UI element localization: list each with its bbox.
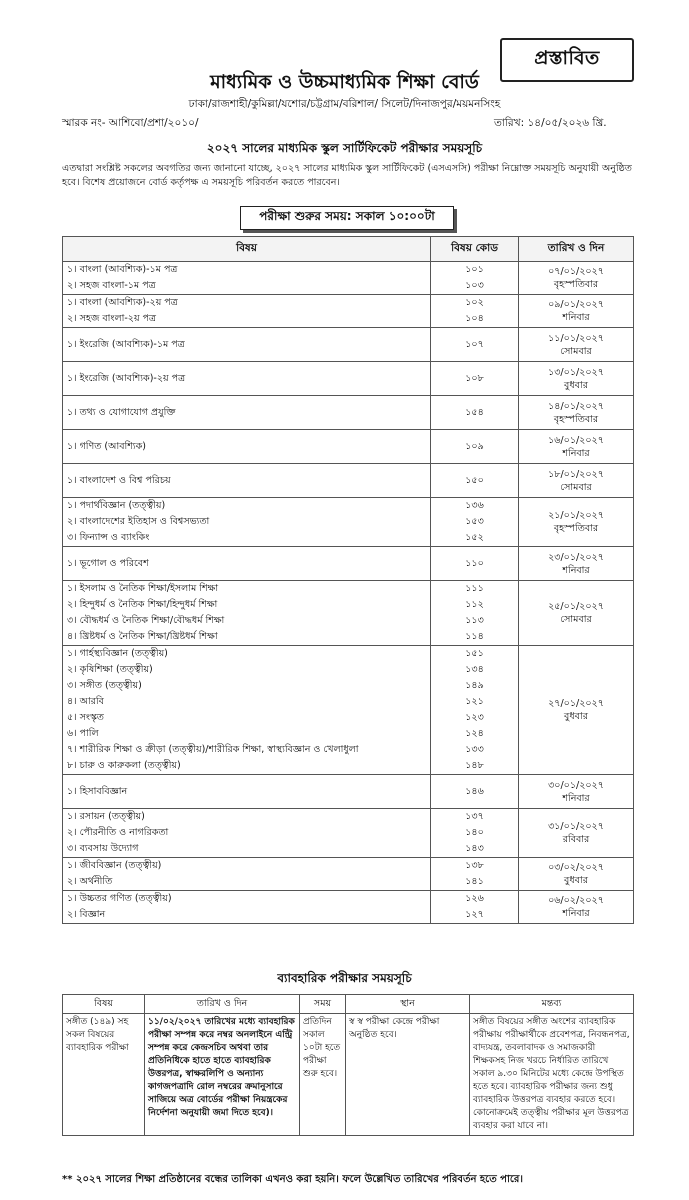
intro-paragraph: এতদ্বারা সংশ্লিষ্ট সকলের অবগতির জন্য জানানো যাচ্ছে, ২০২৭ সালের মাধ্যমিক স্কুল সার্টিফিকেট (এসএসসি) পরীক্ষা নিম্নোক্ত সময়সূচি অনুযায়ী অনুষ্ঠিত হবে। বিশেষ প্রয়োজনে বোর্ড কর্তৃপক্ষ এ সময়সূচি পরিবর্তন করতে পারবেন। (62, 163, 632, 188)
subject-code: ১১৩ (465, 615, 484, 626)
practical-schedule-table (62, 994, 634, 1136)
exam-date: ২১/০১/২০২৭ (548, 510, 604, 521)
subject-code: ১০৩ (465, 280, 484, 291)
subject-code: ১৩৩ (465, 744, 484, 755)
practical-place: স্ব স্ব পরীক্ষা কেন্দ্রে পরীক্ষা অনুষ্ঠিত হবে। (346, 1014, 470, 1136)
table-row (63, 362, 634, 396)
subject-name: ৪। আরবি (67, 696, 104, 707)
subject-cell (63, 362, 431, 396)
subject-name: ১। বাংলা (আবশ্যিক)-২য় পত্র (67, 297, 178, 308)
subject-name: ৪। খ্রিষ্টধর্ম ও নৈতিক শিক্ষা/খ্রিষ্টধর্ম শিক্ষা (67, 631, 218, 642)
table-row (63, 646, 634, 775)
header-code: বিষয় কোড (431, 237, 519, 262)
subject-code: ১৪৩ (465, 843, 484, 854)
subject-name: ৬। পালি (67, 728, 99, 739)
subject-name: ১। ভূগোল ও পরিবেশ (67, 557, 149, 569)
exam-date: ১৮/০১/২০২৭ (548, 468, 604, 480)
table-row (63, 498, 634, 547)
table-row (63, 396, 634, 430)
practical-subject: সঙ্গীত (১৪৯) সহ সকল বিষয়ের ব্যাবহারিক পরীক্ষা (63, 1014, 145, 1136)
exam-day: শনিবার (562, 792, 590, 804)
code-cell (431, 646, 519, 775)
subject-name: ৩। সঙ্গীত (তত্ত্বীয়) (67, 680, 142, 691)
subject-code: ১০২ (465, 297, 484, 308)
table-row (63, 858, 634, 891)
code-cell (431, 295, 519, 328)
exam-date: ১৪/০১/২০২৭ (548, 400, 604, 412)
subject-cell (63, 547, 431, 581)
practical-remarks: সঙ্গীত বিষয়ের সঙ্গীত অংশের ব্যাবহারিক পরীক্ষায় পরীক্ষার্থীকে প্রবেশপত্র, নিবন্ধনপত্র, বাদ্যযন্ত্র, তবলাবাদক ও সমাজকারী শিক্ষকসহ নিজ খরচে নির্ধারিত তারিখে সকাল ৯.৩০ মিনিটের মধ্যে কেন্দ্রে উপস্থিত হতে হবে। ব্যাবহারিক পরীক্ষার জন্য শুধু ব্যাবহারিক উত্তরপত্র ব্যবহার করতে হবে। কোনোক্রমেই তত্ত্বীয় পরীক্ষার মূল উত্তরপত্র ব্যবহার করা যাবে না। (470, 1014, 634, 1136)
exam-day: বুধবার (564, 711, 588, 722)
code-cell (431, 547, 519, 581)
subject-cell (63, 498, 431, 547)
exam-date: ২৩/০১/২০২৭ (548, 551, 604, 563)
subject-name: ১। জীববিজ্ঞান (তত্ত্বীয়) (67, 860, 162, 871)
subject-name: ৮। চারু ও কারুকলা (তত্ত্বীয়) (67, 760, 181, 771)
date-cell (519, 498, 634, 547)
subject-name: ১। বাংলাদেশ ও বিশ্ব পরিচয় (67, 474, 171, 486)
subject-name: ১। ইসলাম ও নৈতিক শিক্ষা/ইসলাম শিক্ষা (67, 583, 219, 594)
subject-cell (63, 858, 431, 891)
proposed-stamp: প্রস্তাবিত (500, 38, 634, 82)
subject-code: ১১১ (465, 583, 484, 594)
date-cell (519, 547, 634, 581)
practical-header-time: সময় (300, 995, 346, 1014)
subject-name: ৩। ফিন্যান্স ও ব্যাংকিং (67, 532, 150, 543)
subject-cell (63, 328, 431, 362)
subject-code: ১৫১ (465, 648, 484, 659)
exam-day: শনিবার (562, 564, 590, 576)
subject-name: ২। সহজ বাংলা-২য় পত্র (67, 313, 156, 324)
exam-schedule-table (62, 236, 634, 924)
subject-code: ১০৮ (465, 372, 484, 384)
subject-cell (63, 262, 431, 295)
exam-day: বৃহস্পতিবার (553, 279, 599, 290)
date-cell (519, 809, 634, 858)
subject-cell (63, 775, 431, 809)
subject-code: ১৪৬ (465, 785, 484, 797)
subject-code: ১০৭ (465, 338, 484, 350)
subject-code: ১১৪ (465, 631, 484, 642)
subject-code: ১০১ (465, 264, 484, 275)
subject-code: ১২৩ (465, 712, 484, 723)
subject-name: ১। পদার্থবিজ্ঞান (তত্ত্বীয়) (67, 500, 166, 511)
code-cell (431, 396, 519, 430)
table-row (63, 891, 634, 924)
subject-name: ২। অর্থনীতি (67, 876, 113, 887)
exam-date: ০৩/০২/২০২৭ (548, 862, 604, 873)
practical-header-place: স্থান (346, 995, 470, 1014)
memo-number: স্মারক নং- আশিবো/প্রশা/২০১০/ (62, 117, 199, 129)
exam-date: ১৩/০১/২০২৭ (548, 366, 604, 378)
practical-row (63, 1014, 634, 1136)
board-title: মাধ্যমিক ও উচ্চমাধ্যমিক শিক্ষা বোর্ড (210, 71, 479, 93)
subject-code: ১২৬ (465, 893, 484, 904)
exam-date: ১৬/০১/২০২৭ (548, 434, 604, 446)
subject-cell (63, 581, 431, 646)
issue-date: তারিখ: ১৪/০৫/২০২৬ খ্রি. (494, 117, 607, 129)
code-cell (431, 464, 519, 498)
exam-day: সোমবার (560, 614, 592, 625)
table-header-row (63, 237, 634, 262)
practical-header-row (63, 995, 634, 1014)
subject-name: ৫। সংস্কৃত (67, 712, 104, 723)
table-row (63, 262, 634, 295)
subject-cell (63, 646, 431, 775)
table-row (63, 464, 634, 498)
date-cell (519, 262, 634, 295)
subject-name: ১। রসায়ন (তত্ত্বীয়) (67, 811, 145, 822)
subject-cell (63, 396, 431, 430)
practical-header-date: তারিখ ও দিন (145, 995, 300, 1014)
schedule-heading: ২০২৭ সালের মাধ্যমিক স্কুল সার্টিফিকেট পরীক্ষার সময়সূচি (206, 141, 483, 155)
exam-date: ২৭/০১/২০২৭ (548, 698, 604, 709)
table-row (63, 581, 634, 646)
code-cell (431, 498, 519, 547)
subject-code: ১১২ (465, 599, 484, 610)
exam-day: সোমবার (560, 345, 592, 357)
subject-code: ১৫৩ (465, 516, 484, 527)
subject-name: ১। তথ্য ও যোগাযোগ প্রযুক্তি (67, 406, 176, 418)
subject-cell (63, 891, 431, 924)
code-cell (431, 775, 519, 809)
subject-name: ৩। ব্যবসায় উদ্যোগ (67, 843, 139, 854)
date-cell (519, 891, 634, 924)
practical-header-remarks: মন্তব্য (470, 995, 634, 1014)
header-date: তারিখ ও দিন (519, 237, 634, 262)
footnote: ** ২০২৭ সালের শিক্ষা প্রতিষ্ঠানের বন্ধের তালিকা এখনও করা হয়নি। ফলে উল্লেখিত তারিখের পরিবর্তন হতে পারে। (62, 1174, 523, 1185)
code-cell (431, 430, 519, 464)
exam-date: ৩০/০১/২০২৭ (548, 779, 604, 791)
subject-name: ২। সহজ বাংলা-১ম পত্র (67, 280, 156, 291)
subject-name: ২। হিন্দুধর্ম ও নৈতিক শিক্ষা/হিন্দুধর্ম শিক্ষা (67, 599, 218, 610)
exam-date: ০৬/০২/২০২৭ (548, 895, 604, 906)
subject-code: ১৪০ (465, 827, 484, 838)
subject-code: ১৪৮ (465, 760, 484, 771)
subject-name: ২। কৃষিশিক্ষা (তত্ত্বীয়) (67, 664, 153, 675)
code-cell (431, 328, 519, 362)
subject-cell (63, 464, 431, 498)
date-cell (519, 396, 634, 430)
table-row (63, 295, 634, 328)
date-cell (519, 858, 634, 891)
subject-name: ১। হিসাববিজ্ঞান (67, 785, 128, 797)
exam-day: রবিবার (562, 834, 590, 845)
table-row (63, 430, 634, 464)
subject-code: ১১০ (465, 557, 484, 569)
subject-code: ১২৭ (465, 909, 484, 920)
subject-name: ১। বাংলা (আবশ্যিক)-১ম পত্র (67, 264, 178, 275)
board-cities: ঢাকা/রাজশাহী/কুমিল্লা/যশোর/চট্টগ্রাম/বরিশাল/ সিলেট/দিনাজপুর/ময়মনসিংহ (188, 98, 501, 110)
subject-name: ৩। বৌদ্ধধর্ম ও নৈতিক শিক্ষা/বৌদ্ধধর্ম শিক্ষা (67, 615, 225, 626)
subject-code: ১৩৭ (465, 811, 484, 822)
subject-code: ১৩৮ (465, 860, 484, 871)
header-subject: বিষয় (63, 237, 431, 262)
practical-date: ১১/০২/২০২৭ তারিখের মধ্যে ব্যাবহারিক পরীক্ষা সম্পন্ন করে নম্বর অনলাইনে এন্ট্রি সম্পন্ন করে কেন্দ্রসচিব অথবা তার প্রতিনিধিকে হাতে হাতে ব্যাবহারিক উত্তরপত্র, স্বাক্ষরলিপি ও অন্যান্য কাগজপত্রাদি রোল নম্বরের ক্রমানুসারে সাজিয়ে অত্র বোর্ডের পরীক্ষা নিয়ন্ত্রকের নির্দেশনা অনুযায়ী জমা দিতে হবে)। (145, 1014, 300, 1136)
subject-code: ১২১ (465, 696, 484, 707)
table-row (63, 547, 634, 581)
date-cell (519, 328, 634, 362)
subject-name: ৭। শারীরিক শিক্ষা ও ক্রীড়া (তত্ত্বীয়)/শারীরিক শিক্ষা, স্বাস্থ্যবিজ্ঞান ও খেলাধুলা (67, 744, 359, 755)
date-cell (519, 646, 634, 775)
exam-day: বুধবার (564, 379, 588, 391)
exam-date: ২৫/০১/২০২৭ (548, 601, 604, 612)
exam-date: ৩১/০১/২০২৭ (548, 821, 604, 832)
date-cell (519, 430, 634, 464)
code-cell (431, 891, 519, 924)
date-cell (519, 362, 634, 396)
exam-day: বুধবার (564, 875, 588, 886)
subject-code: ১৫৪ (465, 406, 484, 418)
table-row (63, 775, 634, 809)
subject-name: ২। বাংলাদেশের ইতিহাস ও বিশ্বসভ্যতা (67, 516, 210, 527)
subject-code: ১৪১ (465, 876, 484, 887)
subject-code: ১৫২ (465, 532, 484, 543)
subject-cell (63, 809, 431, 858)
subject-cell (63, 295, 431, 328)
subject-name: ১। উচ্চতর গণিত (তত্ত্বীয়) (67, 893, 172, 904)
subject-code: ১০৪ (465, 313, 484, 324)
exam-day: বৃহস্পতিবার (553, 523, 599, 534)
exam-start-time: পরীক্ষা শুরুর সময়: সকাল ১০:০০টা (240, 206, 454, 230)
subject-code: ১৩৪ (465, 664, 484, 675)
code-cell (431, 362, 519, 396)
subject-name: ১। গার্হস্থ্যবিজ্ঞান (তত্ত্বীয়) (67, 648, 168, 659)
date-cell (519, 464, 634, 498)
subject-code: ১০৯ (465, 440, 484, 452)
subject-code: ১৩৬ (465, 500, 484, 511)
subject-name: ২। বিজ্ঞান (67, 909, 106, 920)
subject-cell (63, 430, 431, 464)
date-cell (519, 295, 634, 328)
code-cell (431, 858, 519, 891)
table-row (63, 809, 634, 858)
subject-code: ১৫০ (465, 474, 484, 486)
exam-day: শনিবার (562, 908, 590, 919)
code-cell (431, 581, 519, 646)
subject-name: ২। পৌরনীতি ও নাগরিকতা (67, 827, 169, 838)
subject-code: ১৪৯ (465, 680, 484, 691)
date-cell (519, 581, 634, 646)
exam-day: সোমবার (560, 481, 592, 493)
exam-date: ০৯/০১/২০২৭ (548, 299, 604, 310)
subject-code: ১২৪ (465, 728, 484, 739)
date-cell (519, 775, 634, 809)
exam-date: ০৭/০১/২০২৭ (548, 266, 604, 277)
subject-name: ১। ইংরেজি (আবশ্যিক)-১ম পত্র (67, 338, 185, 350)
code-cell (431, 809, 519, 858)
practical-time: প্রতিদিন সকাল ১০টা হতে পরীক্ষা শুরু হবে। (300, 1014, 346, 1136)
exam-day: শনিবার (562, 312, 590, 323)
practical-heading: ব্যাবহারিক পরীক্ষার সময়সূচি (277, 971, 412, 985)
subject-name: ১। ইংরেজি (আবশ্যিক)-২য় পত্র (67, 372, 186, 384)
exam-day: বৃহস্পতিবার (553, 413, 599, 425)
exam-day: শনিবার (562, 447, 590, 459)
table-row (63, 328, 634, 362)
subject-name: ১। গণিত (আবশ্যিক) (67, 440, 146, 452)
code-cell (431, 262, 519, 295)
practical-header-subject: বিষয় (63, 995, 145, 1014)
exam-date: ১১/০১/২০২৭ (548, 332, 604, 344)
